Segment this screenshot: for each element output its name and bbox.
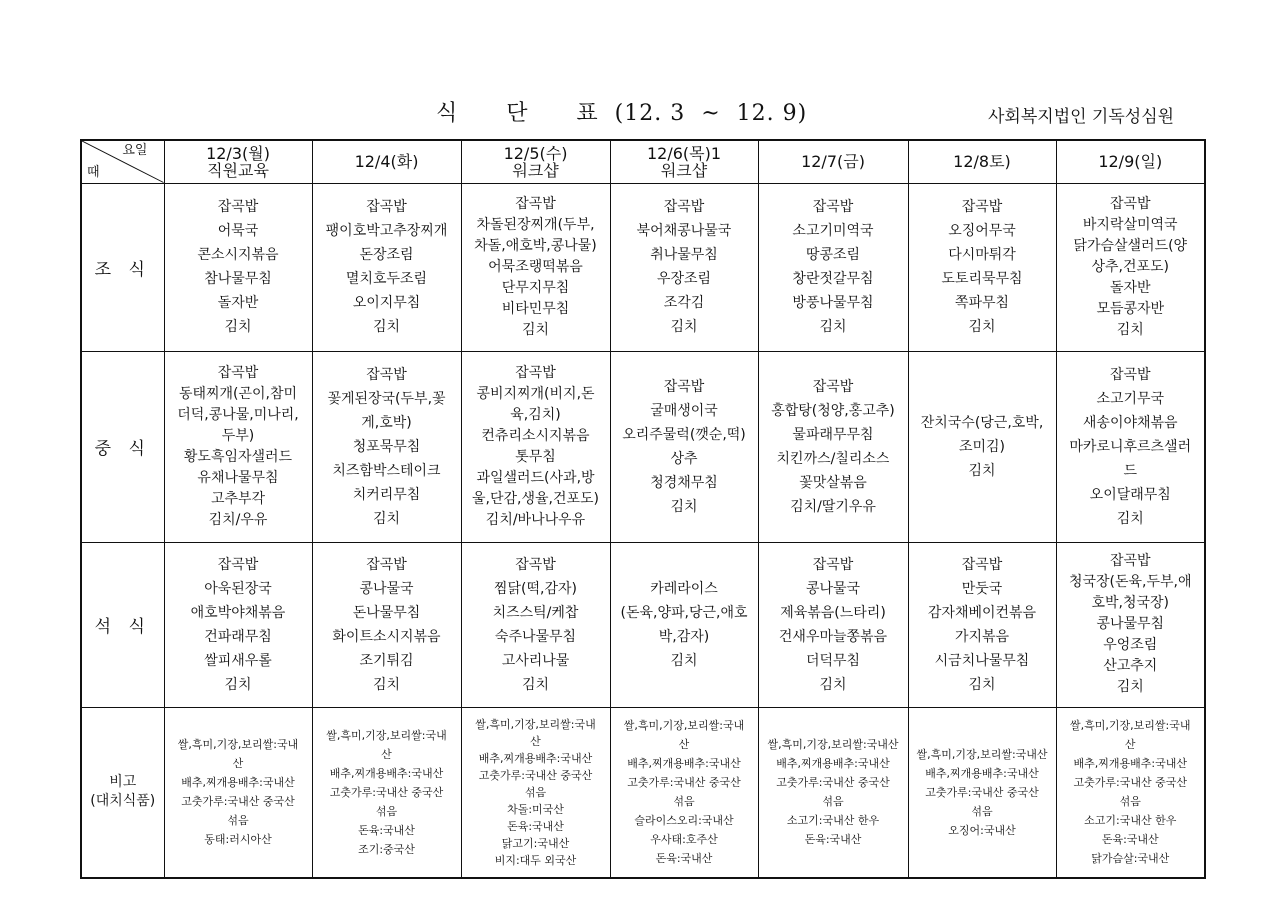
cell-line: 워크샵 <box>512 160 559 180</box>
cell-line: 김치 <box>224 319 252 335</box>
cell-line: 애호박야채볶음 <box>190 604 286 621</box>
cell-line: 참나물무침 <box>204 271 272 287</box>
cell-line: 김치 <box>819 676 847 693</box>
cell-line: 잡곡밥 <box>961 556 1003 573</box>
cell-line: 김치 <box>1116 679 1144 695</box>
cell-line: 차돌,애호박,콩나물) <box>474 237 597 254</box>
cell-line: 돈육:국내산 <box>804 833 862 847</box>
cell-line: 섞음 <box>227 814 249 828</box>
cell-line: 산 <box>232 757 244 771</box>
day-header <box>758 140 908 183</box>
cell-line: 북어채콩나물국 <box>636 223 732 239</box>
cell-line: 잡곡밥 <box>366 199 407 215</box>
cell-line: 쌀,흑미,기장,보리쌀:국내산 <box>916 747 1048 761</box>
cell-line: 돈육:국내산 <box>1101 833 1159 847</box>
cell-line: 홍합탕(청양,홍고추) <box>771 402 895 419</box>
cell-line: 청국장(돈육,두부,애 <box>1068 574 1192 590</box>
menu-cell <box>164 183 312 351</box>
cell-line: 단무지무침 <box>501 279 570 296</box>
cell-line: 잡곡밥 <box>1109 553 1151 569</box>
origin-note-cell <box>312 707 461 878</box>
cell-line: 고춧가루:국내산 중국산 <box>478 768 593 782</box>
cell-line: 카레라이스 <box>650 580 718 597</box>
cell-line: 오리주물럭(깻순,떡) <box>622 426 746 443</box>
cell-line: 콩나물무침 <box>1096 616 1165 632</box>
cell-line: 굴매생이국 <box>650 402 718 419</box>
cell-line: 콩비지찌개(비지,돈 <box>476 385 595 402</box>
origin-note-cell <box>610 707 758 878</box>
cell-line: 두부) <box>221 427 255 444</box>
cell-line: 돈육:국내산 <box>358 823 415 837</box>
cell-line: 콩나물국 <box>359 580 414 597</box>
cell-line: 찜닭(떡,감자) <box>494 580 577 597</box>
cell-line: 잡곡밥 <box>515 364 556 381</box>
cell-line: 워크샵 <box>660 160 708 180</box>
cell-line: 새송이야채볶음 <box>1082 414 1178 431</box>
cell-line: 쌀,흑미,기장,보리쌀:국내 <box>623 719 745 733</box>
menu-cell <box>758 183 908 351</box>
menu-cell <box>758 542 908 707</box>
origin-note-cell <box>1056 707 1205 878</box>
cell-line: 치즈스틱/케찹 <box>492 604 579 621</box>
cell-line: 치킨까스/칠리소스 <box>776 450 890 467</box>
cell-line: 고사리나물 <box>501 652 570 669</box>
cell-line: 고춧가루:국내산 중국산 <box>329 785 444 799</box>
cell-line: 박,감자) <box>658 628 710 645</box>
cell-line: 방풍나물무침 <box>792 295 874 311</box>
cell-line: 12/4(화) <box>354 152 419 172</box>
notes-row <box>81 707 1205 878</box>
menu-cell <box>164 351 312 542</box>
cell-line: 잡곡밥 <box>1109 195 1151 212</box>
origin-note-cell <box>461 707 610 878</box>
cell-line: 김치 <box>968 319 996 335</box>
day-header <box>610 140 758 183</box>
cell-line: 김치 <box>1116 510 1144 527</box>
cell-line: 산 <box>1124 738 1136 752</box>
cell-line: 잡곡밥 <box>812 199 854 215</box>
cell-line: 오이달래무침 <box>1089 486 1171 503</box>
cell-line: 어묵국 <box>217 223 259 239</box>
cell-line: 고춧가루:국내산 중국산 <box>627 776 741 790</box>
cell-line: 12/6(목)1 <box>646 143 722 163</box>
cell-line: 섞음 <box>822 795 844 809</box>
menu-cell <box>610 183 758 351</box>
cell-line: 12/3(월) <box>206 143 270 163</box>
cell-line: 우사태:호주산 <box>650 833 718 847</box>
dinner-row <box>81 542 1205 707</box>
cell-line: 12/8토) <box>953 152 1011 172</box>
cell-line: 조미김) <box>958 438 1006 455</box>
cell-line: 김치/우유 <box>208 511 268 528</box>
cell-line: 잡곡밥 <box>217 556 259 573</box>
cell-line: 드 <box>1123 462 1138 479</box>
cell-line: 땅콩조림 <box>805 247 861 263</box>
cell-line: 섞음 <box>524 785 547 799</box>
cell-line: 마카로니후르츠샐러 <box>1069 438 1192 455</box>
menu-cell <box>908 542 1056 707</box>
cell-line: 12/9(일) <box>1098 152 1163 172</box>
cell-line: 돈나물무침 <box>352 604 421 621</box>
cell-line: 조기튀김 <box>359 652 414 669</box>
menu-cell <box>312 351 461 542</box>
menu-cell <box>1056 183 1205 351</box>
cell-line: 배추,찌개용배추:국내산 <box>925 766 1039 780</box>
cell-line: 잡곡밥 <box>1109 366 1151 383</box>
cell-line: 김치 <box>819 319 847 335</box>
cell-line: 취나물무침 <box>650 247 718 263</box>
menu-cell <box>461 351 610 542</box>
cell-line: 오징어무국 <box>948 223 1016 239</box>
cell-line: 울,단감,생율,건포도) <box>471 490 599 507</box>
cell-line: 물파래무무침 <box>792 426 874 443</box>
cell-line: 황도흑임자샐러드 <box>183 448 293 465</box>
cell-line: 쪽파무침 <box>954 295 1010 311</box>
breakfast-row <box>81 183 1205 351</box>
cell-line: 소고기:국내산 한우 <box>1084 814 1177 828</box>
cell-line: 잡곡밥 <box>663 378 705 395</box>
cell-line: 돌자반 <box>1109 279 1151 296</box>
cell-line: (대치식품) <box>90 793 156 810</box>
cell-line: 조각김 <box>663 295 705 311</box>
corner-meal-label: 때 <box>87 164 100 180</box>
cell-line: 잡곡밥 <box>812 378 854 395</box>
day-header <box>908 140 1056 183</box>
cell-line: 잡곡밥 <box>515 556 556 573</box>
cell-line: 고춧가루:국내산 중국산 <box>181 795 295 809</box>
cell-line: 산 <box>381 747 392 761</box>
cell-line: 배추,찌개용배추:국내산 <box>627 757 741 771</box>
day-header <box>1056 140 1205 183</box>
cell-line: 쌀,흑미,기장,보리쌀:국내 <box>326 728 447 742</box>
cell-line: 가지볶음 <box>954 628 1010 645</box>
cell-line: 잡곡밥 <box>812 556 854 573</box>
cell-line: 김치 <box>968 462 996 479</box>
cell-line: 슬라이스오리:국내산 <box>634 814 734 828</box>
menu-cell <box>908 183 1056 351</box>
cell-line: 도토리묵무침 <box>941 271 1023 287</box>
cell-line: 비고 <box>109 774 137 791</box>
cell-line: 배추,찌개용배추:국내산 <box>478 751 593 765</box>
cell-line: 배추,찌개용배추:국내산 <box>329 766 444 780</box>
cell-line: 창란젓갈무침 <box>792 271 874 287</box>
cell-line: 동태:러시아산 <box>204 833 272 847</box>
corner-cell <box>81 140 164 183</box>
cell-line: 배추,찌개용배추:국내산 <box>1073 757 1187 771</box>
menu-cell <box>1056 351 1205 542</box>
cell-line: 게,호박) <box>361 414 412 431</box>
cell-line: 김치 <box>968 676 996 693</box>
cell-line: 청포묵무침 <box>352 438 421 455</box>
cell-line: 닭가슴살:국내산 <box>1091 852 1170 866</box>
origin-note-cell <box>908 707 1056 878</box>
cell-line: 산 <box>678 738 690 752</box>
cell-line: 쌀,흑미,기장,보리쌀:국내산 <box>767 738 899 752</box>
cell-line: 육,김치) <box>510 406 561 423</box>
cell-line: 치즈함박스테이크 <box>332 462 441 479</box>
cell-line: 고춧가루:국내산 중국산 <box>1073 776 1187 790</box>
cell-line: 잡곡밥 <box>366 556 407 573</box>
cell-line: 고추부각 <box>210 490 266 507</box>
cell-line: 상추 <box>670 450 698 467</box>
cell-line: 고춧가루:국내산 중국산 <box>776 776 890 790</box>
cell-line: 호박,청국장) <box>1091 595 1170 611</box>
cell-line: (돈육,양파,당근,애호 <box>620 604 748 621</box>
cell-line: 차돌된장찌개(두부, <box>476 216 595 233</box>
day-header <box>461 140 610 183</box>
cell-line: 섞음 <box>1119 795 1141 809</box>
row-label-breakfast: 조 식 <box>81 183 164 351</box>
cell-line: 모듬콩자반 <box>1096 300 1165 317</box>
menu-table <box>80 139 1206 879</box>
cell-line: 12/7(금) <box>801 152 865 172</box>
cell-line: 아욱된장국 <box>204 580 272 597</box>
cell-line: 쌀,흑미,기장,보리쌀:국내 <box>1070 719 1191 733</box>
cell-line: 오이지무침 <box>352 295 421 311</box>
cell-line: 소고기미역국 <box>792 223 874 239</box>
cell-line: 유채나물무침 <box>197 469 279 486</box>
cell-line: 직원교육 <box>207 160 269 180</box>
cell-line: 어묵조랭떡볶음 <box>488 258 583 275</box>
cell-line: 청경채무침 <box>650 474 718 491</box>
row-label-notes <box>81 707 164 878</box>
cell-line: 숙주나물무침 <box>494 628 577 645</box>
cell-line: 돌자반 <box>217 295 259 311</box>
cell-line: 상추,건포도) <box>1091 258 1170 275</box>
cell-line: 잡곡밥 <box>366 366 407 383</box>
cell-line: 김치 <box>1116 321 1144 338</box>
header-row <box>81 140 1205 183</box>
day-header <box>164 140 312 183</box>
cell-line: 김치 <box>521 321 550 338</box>
cell-line: 차돌:미국산 <box>507 802 564 816</box>
cell-line: 멸치호두조림 <box>345 271 428 287</box>
cell-line: 김치 <box>224 676 252 693</box>
cell-line: 김치 <box>372 319 401 335</box>
cell-line: 돈장조림 <box>359 247 414 263</box>
cell-line: 꽃게된장국(두부,꽃 <box>327 390 446 407</box>
cell-line: 잡곡밥 <box>663 199 705 215</box>
cell-line: 돈육:국내산 <box>655 852 713 866</box>
day-header <box>312 140 461 183</box>
cell-line: 돈육:국내산 <box>507 819 564 833</box>
menu-cell <box>312 183 461 351</box>
origin-note-cell <box>758 707 908 878</box>
cell-line: 섞음 <box>971 804 993 818</box>
cell-line: 팽이호박고추장찌개 <box>325 223 448 239</box>
cell-line: 컨츄리소시지볶음 <box>481 427 590 444</box>
cell-line: 콘소시지볶음 <box>197 247 279 263</box>
menu-cell <box>758 351 908 542</box>
cell-line: 과일샐러드(사과,방 <box>476 469 595 486</box>
cell-line: 김치 <box>521 676 550 693</box>
cell-line: 우장조림 <box>656 271 712 287</box>
page-title: 식 단 표 (12. 3 ~ 12. 9) <box>436 101 808 126</box>
cell-line: 비지:대두 외국산 <box>494 853 577 867</box>
menu-cell <box>312 542 461 707</box>
cell-line: 꽃맛살볶음 <box>799 474 867 491</box>
cell-line: 톳무침 <box>515 448 556 465</box>
cell-line: 산 <box>530 734 541 748</box>
cell-line: 콩나물국 <box>805 580 861 597</box>
cell-line: 우엉조림 <box>1103 637 1158 653</box>
cell-line: 더덕,콩나물,미나리, <box>177 406 299 423</box>
cell-line: 잡곡밥 <box>217 364 259 381</box>
lunch-row <box>81 351 1205 542</box>
cell-line: 잡곡밥 <box>515 195 556 212</box>
cell-line: 오징어:국내산 <box>948 823 1016 837</box>
menu-cell <box>908 351 1056 542</box>
cell-line: 닭가슴살샐러드(양 <box>1073 237 1188 254</box>
cell-line: 쌀피새우롤 <box>204 652 272 669</box>
cell-line: 김치 <box>670 319 698 335</box>
cell-line: 잔치국수(당근,호박, <box>920 414 1044 431</box>
cell-line: 바지락살미역국 <box>1082 216 1178 233</box>
cell-line: 잡곡밥 <box>961 199 1003 215</box>
cell-line: 소고기:국내산 한우 <box>786 814 880 828</box>
cell-line: 김치 <box>372 510 401 527</box>
origin-note-cell <box>164 707 312 878</box>
organization-name: 사회복지법인 기독성심원 <box>988 107 1175 127</box>
menu-cell <box>610 542 758 707</box>
row-label-dinner: 석 식 <box>81 542 164 707</box>
cell-line: 조기:중국산 <box>358 842 415 856</box>
menu-cell <box>164 542 312 707</box>
cell-line: 더덕무침 <box>805 652 861 669</box>
cell-line: 쌀,흑미,기장,보리쌀:국내 <box>177 738 299 752</box>
cell-line: 김치 <box>670 652 698 669</box>
cell-line: 닭고기:국내산 <box>501 836 570 850</box>
cell-line: 건파래무침 <box>204 628 272 645</box>
cell-line: 산고추지 <box>1103 658 1158 674</box>
cell-line: 김치 <box>372 676 401 693</box>
cell-line: 치커리무침 <box>352 486 421 503</box>
menu-cell <box>1056 542 1205 707</box>
menu-cell <box>461 183 610 351</box>
cell-line: 시금치나물무침 <box>934 652 1030 669</box>
cell-line: 배추,찌개용배추:국내산 <box>181 776 295 790</box>
cell-line: 잡곡밥 <box>217 199 259 215</box>
row-label-lunch: 중 식 <box>81 351 164 542</box>
cell-line: 배추,찌개용배추:국내산 <box>776 757 890 771</box>
menu-cell <box>610 351 758 542</box>
cell-line: 12/5(수) <box>503 143 568 163</box>
cell-line: 섞음 <box>375 804 398 818</box>
cell-line: 화이트소시지볶음 <box>332 628 441 645</box>
cell-line: 만둣국 <box>961 580 1003 597</box>
cell-line: 김치/바나나우유 <box>485 511 586 528</box>
cell-line: 김치 <box>670 498 698 515</box>
corner-day-label: 요일 <box>122 143 148 158</box>
cell-line: 소고기무국 <box>1096 390 1165 407</box>
cell-line: 감자채베이컨볶음 <box>927 604 1037 621</box>
cell-line: 비타민무침 <box>501 300 570 317</box>
cell-line: 다시마튀각 <box>948 247 1016 263</box>
menu-cell <box>461 542 610 707</box>
cell-line: 고춧가루:국내산 중국산 <box>925 785 1039 799</box>
cell-line: 섞음 <box>673 795 695 809</box>
cell-line: 제육볶음(느타리) <box>780 604 886 621</box>
cell-line: 건새우마늘쫑볶음 <box>778 628 888 645</box>
cell-line: 김치/딸기우유 <box>790 498 876 515</box>
cell-line: 쌀,흑미,기장,보리쌀:국내 <box>475 717 596 731</box>
cell-line: 동태찌개(곤이,참미 <box>178 385 298 402</box>
